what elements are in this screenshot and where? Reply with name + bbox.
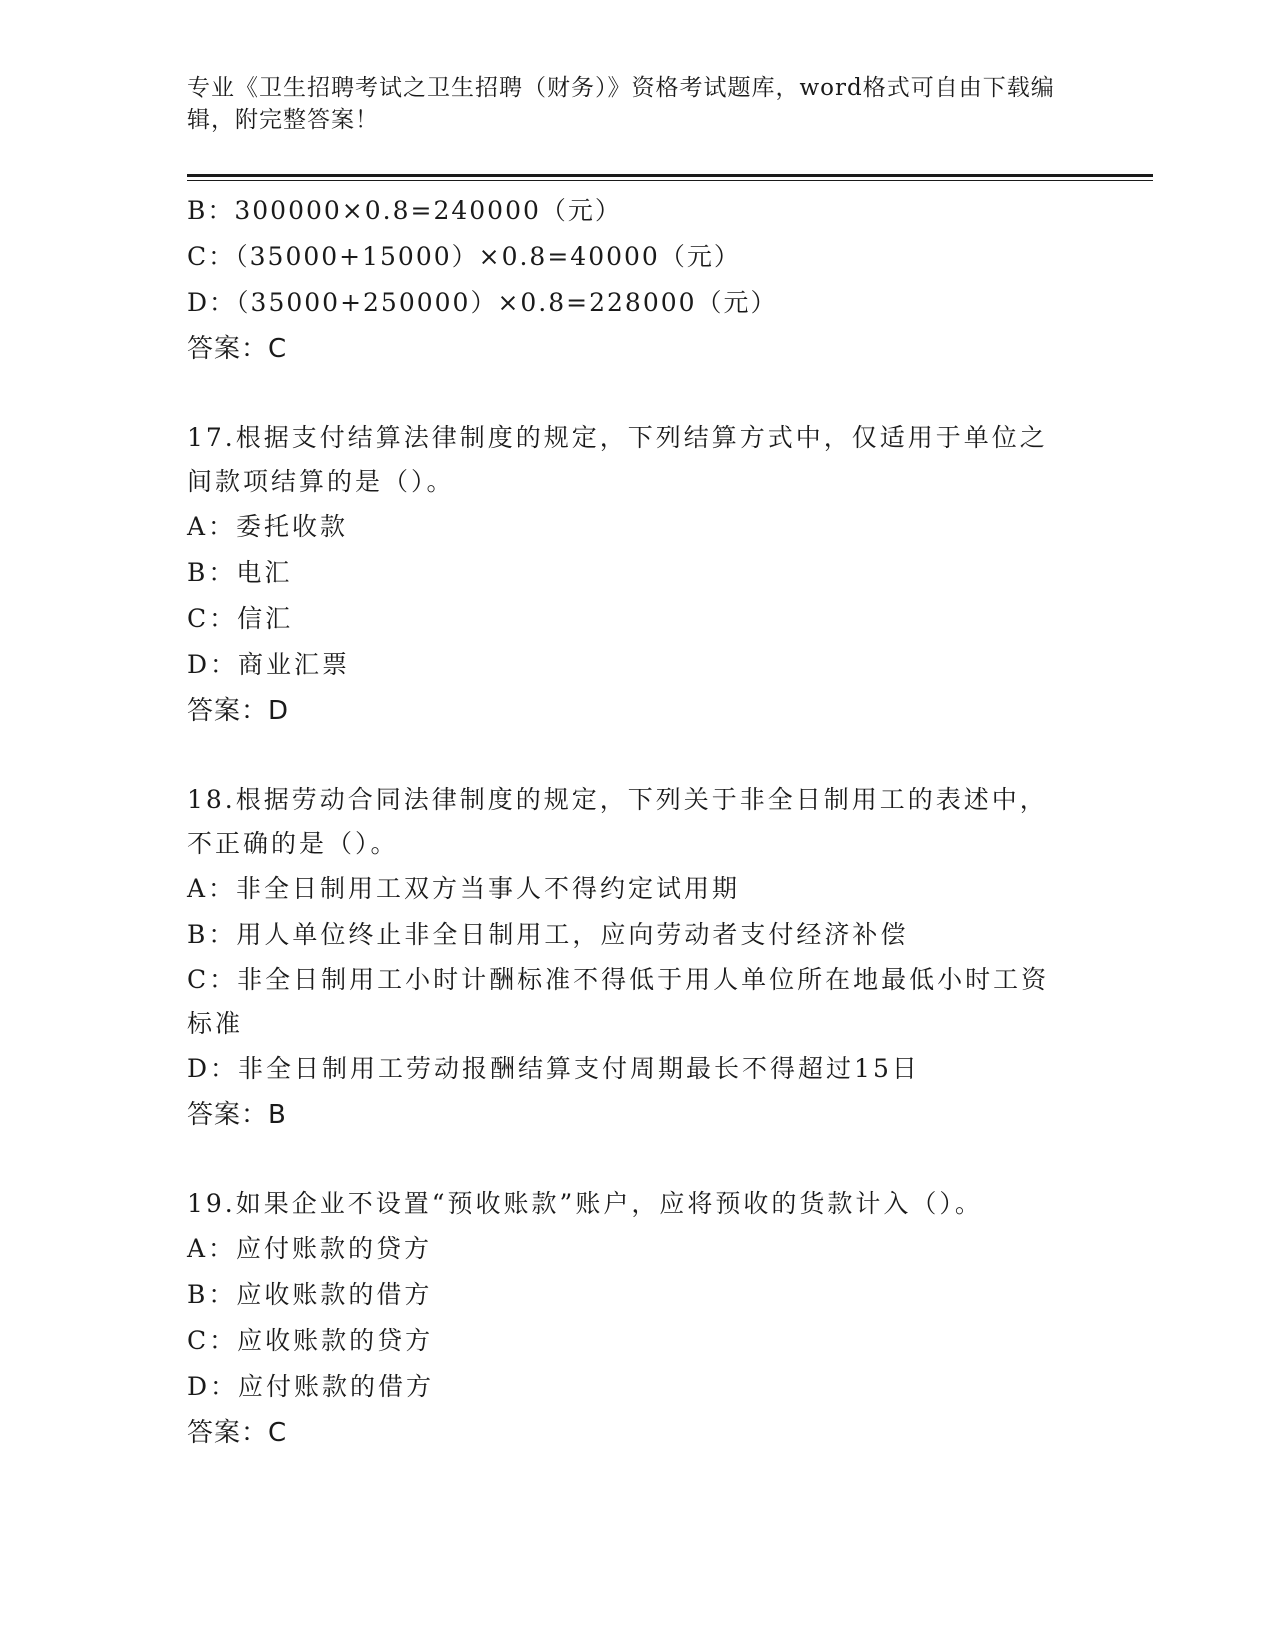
option-b: B：用人单位终止非全日制用工，应向劳动者支付经济补偿 xyxy=(187,920,909,949)
option-c: C：应收账款的贷方 xyxy=(187,1326,434,1355)
option-b: B：应收账款的借方 xyxy=(187,1280,433,1309)
answer-text: 答案：B xyxy=(187,1100,287,1130)
option-b: B：300000×0.8=240000（元） xyxy=(187,196,622,225)
header-divider-thick xyxy=(187,174,1153,177)
option-b: B：电汇 xyxy=(187,558,293,587)
option-d: D：商业汇票 xyxy=(187,650,351,679)
document-body xyxy=(187,188,1087,1456)
question-16-continued xyxy=(187,188,1087,372)
option-c: C：非全日制用工小时计酬标准不得低于用人单位所在地最低小时工资标准 xyxy=(187,965,1050,1038)
answer-text: 答案：C xyxy=(187,1418,288,1448)
question-19 xyxy=(187,1182,1087,1456)
option-d: D：（35000+250000）×0.8=228000（元） xyxy=(187,288,778,317)
option-c: C：（35000+15000）×0.8=40000（元） xyxy=(187,242,741,271)
answer-text: 答案：D xyxy=(187,696,290,726)
question-text: 18.根据劳动合同法律制度的规定，下列关于非全日制用工的表述中，不正确的是（）。 xyxy=(187,785,1048,858)
question-18 xyxy=(187,778,1087,1138)
option-c: C：信汇 xyxy=(187,604,294,633)
header-divider-thin xyxy=(187,180,1153,181)
option-d: D：非全日制用工劳动报酬结算支付周期最长不得超过15日 xyxy=(187,1054,920,1083)
question-text: 19.如果企业不设置“预收账款”账户，应将预收的货款计入（）。 xyxy=(187,1189,983,1218)
option-d: D：应付账款的借方 xyxy=(187,1372,435,1401)
answer-text: 答案：C xyxy=(187,334,288,364)
question-17 xyxy=(187,416,1087,734)
option-a: A：非全日制用工双方当事人不得约定试用期 xyxy=(187,874,741,903)
option-a: A：应付账款的贷方 xyxy=(187,1234,433,1263)
document-header: 专业《卫生招聘考试之卫生招聘（财务）》资格考试题库，word格式可自由下载编辑，附完整答案！ xyxy=(187,75,1055,133)
option-a: A：委托收款 xyxy=(187,512,349,541)
question-text: 17.根据支付结算法律制度的规定，下列结算方式中，仅适用于单位之间款项结算的是（）。 xyxy=(187,423,1048,496)
